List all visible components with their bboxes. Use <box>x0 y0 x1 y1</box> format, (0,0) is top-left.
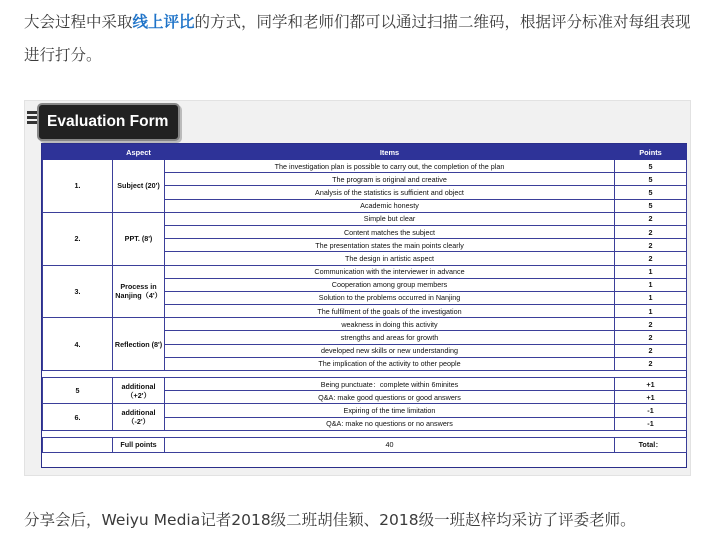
points-cell: 1 <box>615 305 687 318</box>
points-cell: 2 <box>615 357 687 370</box>
points-cell: 2 <box>615 331 687 344</box>
item-cell: The program is original and creative <box>165 173 615 186</box>
footer-number-cell <box>43 437 113 452</box>
points-cell: 2 <box>615 225 687 238</box>
item-cell: The design in artistic aspect <box>165 252 615 265</box>
evaluation-form-title: Evaluation Form <box>37 103 180 141</box>
group-number-cell: 1. <box>43 160 113 213</box>
spacer-cell <box>113 430 165 437</box>
intro-paragraph <box>24 6 692 72</box>
item-cell: Q&A: make good questions or good answers <box>165 391 615 404</box>
points-cell: 1 <box>615 265 687 278</box>
full-points-row <box>43 437 687 452</box>
table-row <box>43 378 687 391</box>
aspect-cell: additional（-2'） <box>113 404 165 430</box>
table-row <box>43 265 687 278</box>
table-row <box>43 160 687 173</box>
item-cell: weakness in doing this activity <box>165 318 615 331</box>
group-number-cell: 6. <box>43 404 113 430</box>
points-cell: +1 <box>615 391 687 404</box>
item-cell: The fulfilment of the goals of the investigation <box>165 305 615 318</box>
table-header-row <box>43 145 687 160</box>
evaluation-table <box>42 144 687 453</box>
item-cell: Cooperation among group members <box>165 278 615 291</box>
aspect-cell: Reflection (8') <box>113 318 165 371</box>
points-cell: 5 <box>615 173 687 186</box>
item-cell: Analysis of the statistics is sufficient and object <box>165 186 615 199</box>
header-items: Items <box>165 145 615 160</box>
intro-text-before: 大会过程中采取 <box>24 13 133 31</box>
evaluation-table-sheet <box>41 143 687 468</box>
spacer-cell <box>43 371 113 378</box>
group-number-cell: 5 <box>43 378 113 404</box>
group-number-cell: 4. <box>43 318 113 371</box>
points-cell: 5 <box>615 160 687 173</box>
item-cell: Content matches the subject <box>165 225 615 238</box>
aspect-cell: additional（+2'） <box>113 378 165 404</box>
item-cell: Q&A: make no questions or no answers <box>165 417 615 430</box>
table-row <box>43 318 687 331</box>
item-cell: Communication with the interviewer in advance <box>165 265 615 278</box>
evaluation-form-image <box>24 100 691 476</box>
aspect-cell: Process in Nanjing（4'） <box>113 265 165 318</box>
points-cell: 2 <box>615 252 687 265</box>
item-cell: Simple but clear <box>165 212 615 225</box>
spacer-cell <box>615 371 687 378</box>
points-cell: 2 <box>615 318 687 331</box>
points-cell: 2 <box>615 344 687 357</box>
full-points-label: Full points <box>113 437 165 452</box>
spacer-cell <box>615 430 687 437</box>
points-cell: 1 <box>615 291 687 304</box>
points-cell: +1 <box>615 378 687 391</box>
outro-paragraph: 分享会后，Weiyu Media记者2018级二班胡佳颖、2018级一班赵梓均采访了评委老师。 <box>24 511 636 529</box>
item-cell: The presentation states the main points clearly <box>165 239 615 252</box>
spacer-row <box>43 430 687 437</box>
table-row <box>43 404 687 417</box>
total-label: Total： <box>615 437 687 452</box>
item-cell: developed new skills or new understanding <box>165 344 615 357</box>
table-row <box>43 212 687 225</box>
item-cell: Solution to the problems occurred in Nanjing <box>165 291 615 304</box>
item-cell: Being punctuate：complete within 6minites <box>165 378 615 391</box>
item-cell: The implication of the activity to other people <box>165 357 615 370</box>
points-cell: 5 <box>615 199 687 212</box>
header-points: Points <box>615 145 687 160</box>
group-number-cell: 2. <box>43 212 113 265</box>
header-number-cell <box>43 145 113 160</box>
full-points-value: 40 <box>165 437 615 452</box>
item-cell: Academic honesty <box>165 199 615 212</box>
intro-text-after: 的方式，同学和老师们都可以通过扫描二维码，根据评分标准对每组表现进行打分。 <box>24 13 691 64</box>
points-cell: 1 <box>615 278 687 291</box>
points-cell: 2 <box>615 239 687 252</box>
header-aspect: Aspect <box>113 145 165 160</box>
points-cell: 2 <box>615 212 687 225</box>
item-cell: The investigation plan is possible to carry out, the completion of the plan <box>165 160 615 173</box>
points-cell: 5 <box>615 186 687 199</box>
spacer-cell <box>165 371 615 378</box>
aspect-cell: Subject (20') <box>113 160 165 213</box>
points-cell: -1 <box>615 417 687 430</box>
aspect-cell: PPT. (8') <box>113 212 165 265</box>
intro-highlight-link[interactable]: 线上评比 <box>132 13 195 31</box>
group-number-cell: 3. <box>43 265 113 318</box>
item-cell: strengths and areas for growth <box>165 331 615 344</box>
spacer-cell <box>165 430 615 437</box>
spacer-cell <box>113 371 165 378</box>
spacer-cell <box>43 430 113 437</box>
spacer-row <box>43 371 687 378</box>
points-cell: -1 <box>615 404 687 417</box>
item-cell: Expiring of the time limitation <box>165 404 615 417</box>
